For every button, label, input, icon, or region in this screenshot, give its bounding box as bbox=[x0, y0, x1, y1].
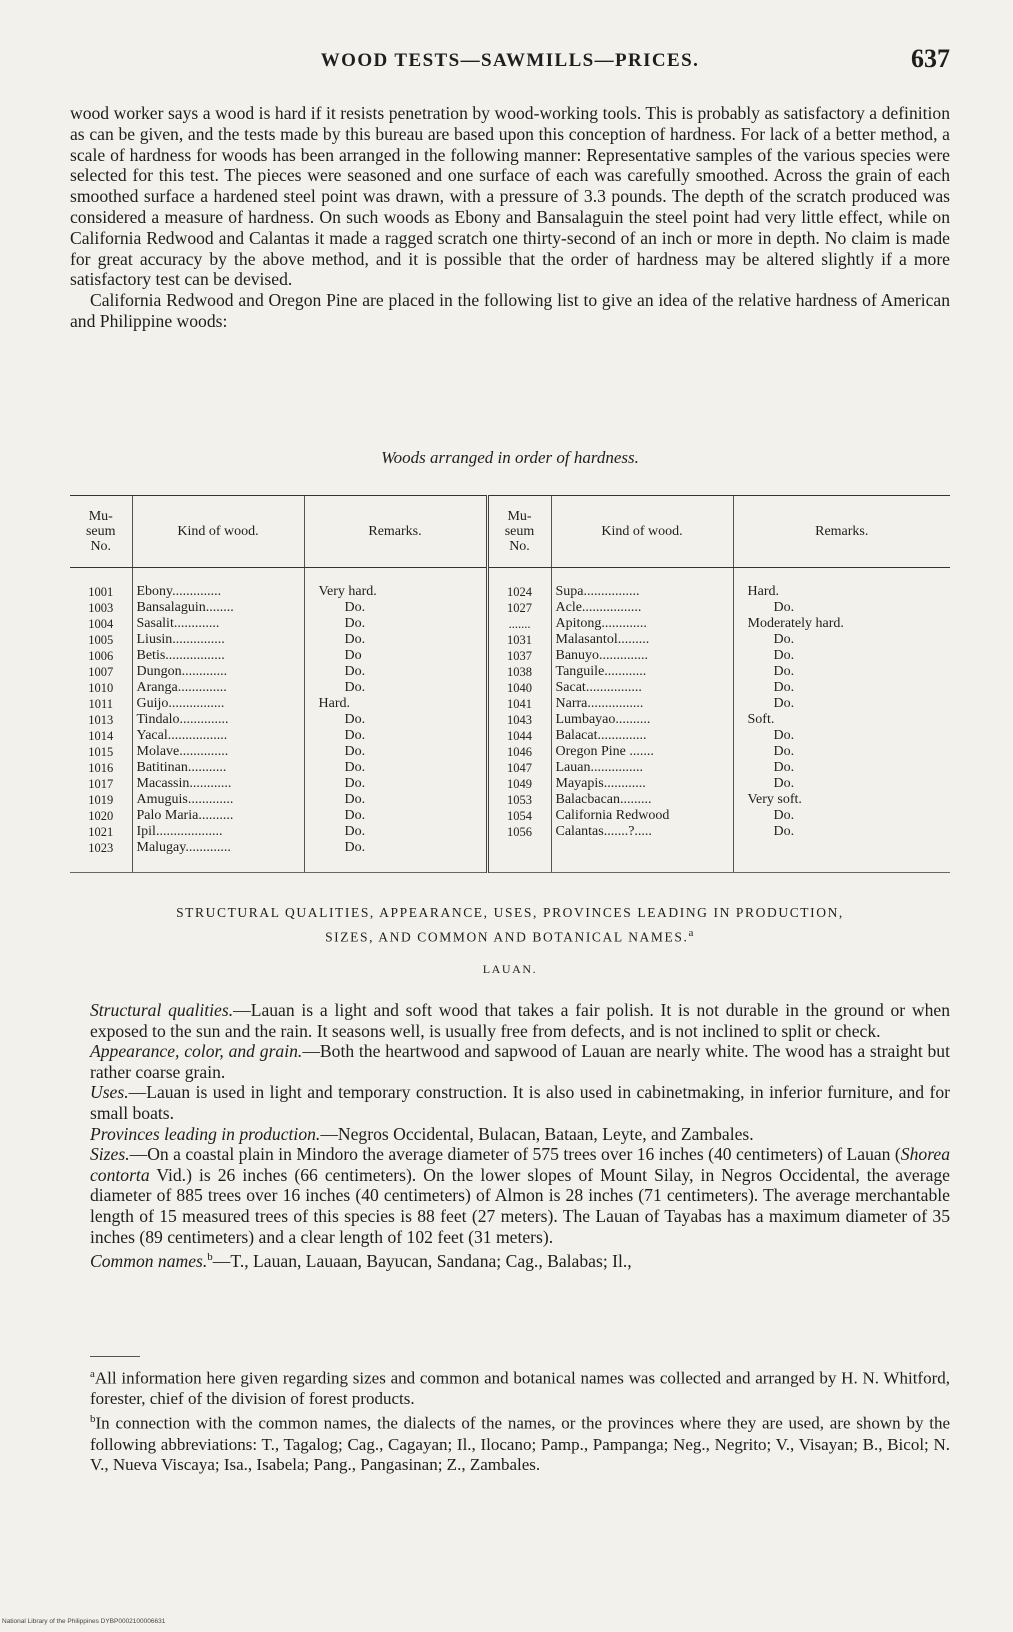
museum-no: 1020 bbox=[88, 809, 114, 823]
museum-no: 1056 bbox=[487, 824, 551, 840]
museum-no: 1016 bbox=[88, 761, 114, 775]
common-names-text: —T., Lauan, Lauaan, Bayucan, Sandana; Cag., Balabas; Il., bbox=[212, 1250, 632, 1271]
species-description bbox=[90, 1000, 950, 1272]
remarks: Do. bbox=[733, 744, 950, 760]
remarks: Do. bbox=[304, 728, 487, 744]
remarks: Do. bbox=[733, 680, 950, 696]
museum-no: 1043 bbox=[487, 712, 551, 728]
kind-of-wood: Ebony.............. bbox=[132, 568, 304, 601]
remarks: Moderately hard. bbox=[733, 616, 950, 632]
kind-of-wood: Betis................. bbox=[132, 648, 304, 664]
remarks: Do. bbox=[304, 600, 487, 616]
museum-no: 1049 bbox=[487, 776, 551, 792]
museum-no: 1037 bbox=[487, 648, 551, 664]
remarks: Do. bbox=[304, 760, 487, 776]
table-row bbox=[70, 776, 950, 792]
museum-no: 1006 bbox=[88, 649, 114, 663]
kind-of-wood: Calantas.......?..... bbox=[551, 824, 733, 840]
kind-of-wood: Lumbayao.......... bbox=[551, 712, 733, 728]
remarks: Hard. bbox=[733, 568, 950, 601]
remarks: Do. bbox=[304, 632, 487, 648]
remarks: Do. bbox=[733, 776, 950, 792]
table-row bbox=[70, 696, 950, 712]
common-names-paragraph bbox=[90, 1247, 950, 1271]
uses-label: Uses. bbox=[90, 1082, 129, 1103]
remarks: Do. bbox=[733, 632, 950, 648]
botanical-name: Shorea contorta bbox=[90, 1144, 950, 1185]
museum-no: 1004 bbox=[88, 617, 114, 631]
table-row bbox=[70, 712, 950, 728]
museum-no: 1001 bbox=[88, 585, 114, 599]
intro-paragraph-2: California Redwood and Oregon Pine are placed in the following list to give an idea of the relative hardness of American and Philippine woods: bbox=[70, 290, 950, 331]
table-caption: Woods arranged in order of hardness. bbox=[381, 448, 639, 467]
header-museum-no-left: Mu- seum No. bbox=[70, 496, 132, 568]
table-row bbox=[70, 744, 950, 760]
museum-no: 1007 bbox=[88, 665, 114, 679]
header-kind-right: Kind of wood. bbox=[551, 496, 733, 568]
kind-of-wood: California Redwood bbox=[551, 808, 733, 824]
museum-no: 1047 bbox=[487, 760, 551, 776]
footnotes bbox=[90, 1364, 950, 1475]
footnote-ref-b: b bbox=[207, 1251, 213, 1264]
kind-of-wood: Supa................ bbox=[551, 568, 733, 601]
uses-paragraph bbox=[90, 1082, 950, 1123]
kind-of-wood: Oregon Pine ....... bbox=[551, 744, 733, 760]
table-header-row bbox=[70, 496, 950, 568]
museum-no: 1021 bbox=[88, 825, 114, 839]
kind-of-wood: Malasantol......... bbox=[551, 632, 733, 648]
structural-qualities-text: —Lauan is a light and soft wood that takes a fair polish. It is not durable in the ground or when exposed to the sun and the rain. It seasons well, is usually free from defects, and is not inclined to split or check. bbox=[90, 1000, 951, 1041]
table-row bbox=[70, 568, 950, 601]
header-museum-no-right: Mu- seum No. bbox=[487, 496, 551, 568]
header-remarks-right: Remarks. bbox=[733, 496, 950, 568]
remarks: Do. bbox=[304, 712, 487, 728]
table-row bbox=[70, 648, 950, 664]
table-row bbox=[70, 632, 950, 648]
kind-of-wood: Batitinan........... bbox=[132, 760, 304, 776]
archive-stamp: National Library of the Philippines DYBP0002100006631 bbox=[2, 1618, 166, 1625]
museum-no: 1046 bbox=[487, 744, 551, 760]
remarks: Do. bbox=[304, 744, 487, 760]
header-kind-left: Kind of wood. bbox=[132, 496, 304, 568]
kind-of-wood: Banuyo.............. bbox=[551, 648, 733, 664]
remarks: Do. bbox=[304, 824, 487, 840]
kind-of-wood: Tanguile............ bbox=[551, 664, 733, 680]
remarks: Do. bbox=[304, 808, 487, 824]
museum-no: 1019 bbox=[88, 793, 114, 807]
sizes-text-a: —On a coastal plain in Mindoro the average diameter of 575 trees over 16 inches (40 centimeters) of Lauan ( bbox=[129, 1144, 901, 1165]
museum-no: 1023 bbox=[70, 840, 132, 873]
intro-paragraph-1: wood worker says a wood is hard if it resists penetration by wood-working tools. This is probably as satisfactory a definition as can be given, and the tests made by this bureau are based upon this conception of hardness. For lack of a better method, a scale of hardness for woods has been arranged in the following manner: Representative samples of the various species were selected for this test. The pieces were seasoned and one surface of each was carefully smoothed. Across the grain of each smoothed surface a hardened steel point was drawn, with a pressure of 3.3 pounds. The depth of the scratch produced was considered a measure of hardness. On such woods as Ebony and Bansalaguin the steel point had very little effect, while on California Redwood and Calantas it made a ragged scratch one thirty-second of an inch or more in depth. No claim is made for great accuracy by the above method, and it is possible that the order of hardness may be altered slightly if a more satisfactory test can be devised. bbox=[70, 103, 950, 290]
header-remarks-left: Remarks. bbox=[304, 496, 487, 568]
museum-no: 1054 bbox=[487, 808, 551, 824]
kind-of-wood: Liusin............... bbox=[132, 632, 304, 648]
provinces-paragraph bbox=[90, 1124, 950, 1145]
kind-of-wood: Dungon............. bbox=[132, 664, 304, 680]
museum-no: ....... bbox=[487, 616, 551, 632]
running-head bbox=[70, 44, 950, 80]
kind-of-wood: Tindalo.............. bbox=[132, 712, 304, 728]
kind-of-wood bbox=[551, 840, 733, 873]
table-row bbox=[70, 840, 950, 873]
museum-no: 1053 bbox=[487, 792, 551, 808]
remarks: Do bbox=[304, 648, 487, 664]
museum-no: 1027 bbox=[487, 600, 551, 616]
remarks: Do. bbox=[733, 600, 950, 616]
kind-of-wood: Sasalit............. bbox=[132, 616, 304, 632]
footnote-a-mark: a bbox=[90, 1368, 95, 1380]
remarks: Very soft. bbox=[733, 792, 950, 808]
museum-no: 1014 bbox=[88, 729, 114, 743]
kind-of-wood: Mayapis............ bbox=[551, 776, 733, 792]
kind-of-wood: Apitong............. bbox=[551, 616, 733, 632]
museum-no: 1011 bbox=[88, 697, 114, 711]
museum-no: 1031 bbox=[487, 632, 551, 648]
kind-of-wood: Bansalaguin........ bbox=[132, 600, 304, 616]
museum-no: 1010 bbox=[88, 681, 114, 695]
kind-of-wood: Molave.............. bbox=[132, 744, 304, 760]
table-body bbox=[70, 568, 950, 873]
table-row bbox=[70, 808, 950, 824]
table-row bbox=[70, 664, 950, 680]
provinces-text: —Negros Occidental, Bulacan, Bataan, Leyte, and Zambales. bbox=[320, 1123, 754, 1144]
table-row bbox=[70, 616, 950, 632]
remarks: Hard. bbox=[304, 696, 487, 712]
remarks: Do. bbox=[304, 840, 487, 873]
kind-of-wood: Balacbacan......... bbox=[551, 792, 733, 808]
section-heading-line-2: SIZES, AND COMMON AND BOTANICAL NAMES. bbox=[325, 929, 689, 945]
remarks: Very hard. bbox=[304, 568, 487, 601]
remarks: Do. bbox=[733, 696, 950, 712]
table-row bbox=[70, 728, 950, 744]
museum-no: 1003 bbox=[88, 601, 114, 615]
remarks: Do. bbox=[304, 776, 487, 792]
kind-of-wood: Sacat................ bbox=[551, 680, 733, 696]
table-row bbox=[70, 792, 950, 808]
sizes-text-b: Vid.) is 26 inches (66 centimeters). On the lower slopes of Mount Silay, in Negros Occidental, the average diameter of 885 trees over 16 inches (40 centimeters) of Almon is 28 inches (71 centimeters). The average merchantable length of 15 measured trees of this species is 88 feet (27 meters). The Lauan of Tayabas has a maximum diameter of 35 inches (89 centimeters) and a clear length of 102 feet (31 meters). bbox=[90, 1164, 950, 1247]
museum-no: 1024 bbox=[487, 568, 551, 601]
table-row bbox=[70, 824, 950, 840]
kind-of-wood: Guijo................ bbox=[132, 696, 304, 712]
appearance-paragraph bbox=[90, 1041, 950, 1082]
remarks: Do. bbox=[304, 664, 487, 680]
museum-no: 1041 bbox=[487, 696, 551, 712]
section-heading bbox=[70, 903, 950, 948]
structural-qualities-paragraph bbox=[90, 1000, 950, 1041]
running-title: WOOD TESTS—SAWMILLS—PRICES. bbox=[320, 50, 700, 71]
remarks: Do. bbox=[304, 616, 487, 632]
sizes-paragraph bbox=[90, 1144, 950, 1247]
species-heading: LAUAN. bbox=[482, 962, 538, 976]
museum-no: 1005 bbox=[88, 633, 114, 647]
kind-of-wood: Narra................ bbox=[551, 696, 733, 712]
footnote-ref-a: a bbox=[688, 927, 695, 939]
provinces-label: Provinces leading in production. bbox=[90, 1123, 321, 1144]
remarks: Do. bbox=[733, 728, 950, 744]
footnote-b-mark: b bbox=[90, 1413, 96, 1426]
museum-no: 1013 bbox=[88, 713, 114, 727]
kind-of-wood: Malugay............. bbox=[132, 840, 304, 873]
remarks: Do. bbox=[733, 664, 950, 680]
remarks: Do. bbox=[733, 648, 950, 664]
sizes-label: Sizes. bbox=[90, 1144, 130, 1165]
footnote-divider bbox=[90, 1356, 140, 1357]
page-number: 637 bbox=[911, 44, 950, 73]
remarks: Do. bbox=[304, 680, 487, 696]
kind-of-wood: Aranga.............. bbox=[132, 680, 304, 696]
museum-no: 1038 bbox=[487, 664, 551, 680]
appearance-text: —Both the heartwood and sapwood of Lauan are nearly white. The wood has a straight but rather coarse grain. bbox=[90, 1041, 950, 1082]
section-heading-line-1: STRUCTURAL QUALITIES, APPEARANCE, USES, PROVINCES LEADING IN PRODUCTION, bbox=[176, 905, 844, 920]
kind-of-wood: Balacat.............. bbox=[551, 728, 733, 744]
footnote-a bbox=[90, 1364, 950, 1409]
kind-of-wood: Lauan............... bbox=[551, 760, 733, 776]
common-names-label: Common names. bbox=[90, 1250, 208, 1271]
museum-no: 1040 bbox=[487, 680, 551, 696]
hardness-table bbox=[70, 495, 950, 873]
museum-no: 1044 bbox=[487, 728, 551, 744]
remarks: Do. bbox=[733, 760, 950, 776]
footnote-b-text: In connection with the common names, the dialects of the names, or the provinces where they are used, are shown by the following abbreviations: T., Tagalog; Cag., Cagayan; Il., Ilocano; Pamp., Pampanga; Neg., Negrito; V., Visayan; B., Bicol; N. V., Nueva Viscaya; Isa., Isabela; Pang., Pangasinan; Z., Zambales. bbox=[90, 1414, 950, 1474]
remarks: Do. bbox=[304, 792, 487, 808]
table-row bbox=[70, 760, 950, 776]
remarks: Do. bbox=[733, 808, 950, 824]
remarks: Do. bbox=[733, 824, 950, 840]
footnote-a-text: All information here given regarding sizes and common and botanical names was collected and arranged by H. N. Whitford, forester, chief of the division of forest products. bbox=[90, 1368, 950, 1409]
intro-text bbox=[70, 103, 950, 332]
appearance-label: Appearance, color, and grain. bbox=[90, 1041, 303, 1062]
table-row bbox=[70, 680, 950, 696]
museum-no: 1017 bbox=[88, 777, 114, 791]
kind-of-wood: Macassin............ bbox=[132, 776, 304, 792]
footnote-b bbox=[90, 1409, 950, 1475]
kind-of-wood: Yacal................. bbox=[132, 728, 304, 744]
structural-qualities-label: Structural qualities. bbox=[90, 1000, 234, 1020]
remarks bbox=[733, 840, 950, 873]
museum-no bbox=[487, 840, 551, 873]
remarks: Soft. bbox=[733, 712, 950, 728]
kind-of-wood: Palo Maria.......... bbox=[132, 808, 304, 824]
table-row bbox=[70, 600, 950, 616]
kind-of-wood: Acle................. bbox=[551, 600, 733, 616]
kind-of-wood: Amuguis............. bbox=[132, 792, 304, 808]
uses-text: —Lauan is used in light and temporary construction. It is also used in cabinetmaking, in inferior furniture, and for small boats. bbox=[90, 1082, 950, 1123]
museum-no: 1015 bbox=[88, 745, 114, 759]
kind-of-wood: Ipil................... bbox=[132, 824, 304, 840]
